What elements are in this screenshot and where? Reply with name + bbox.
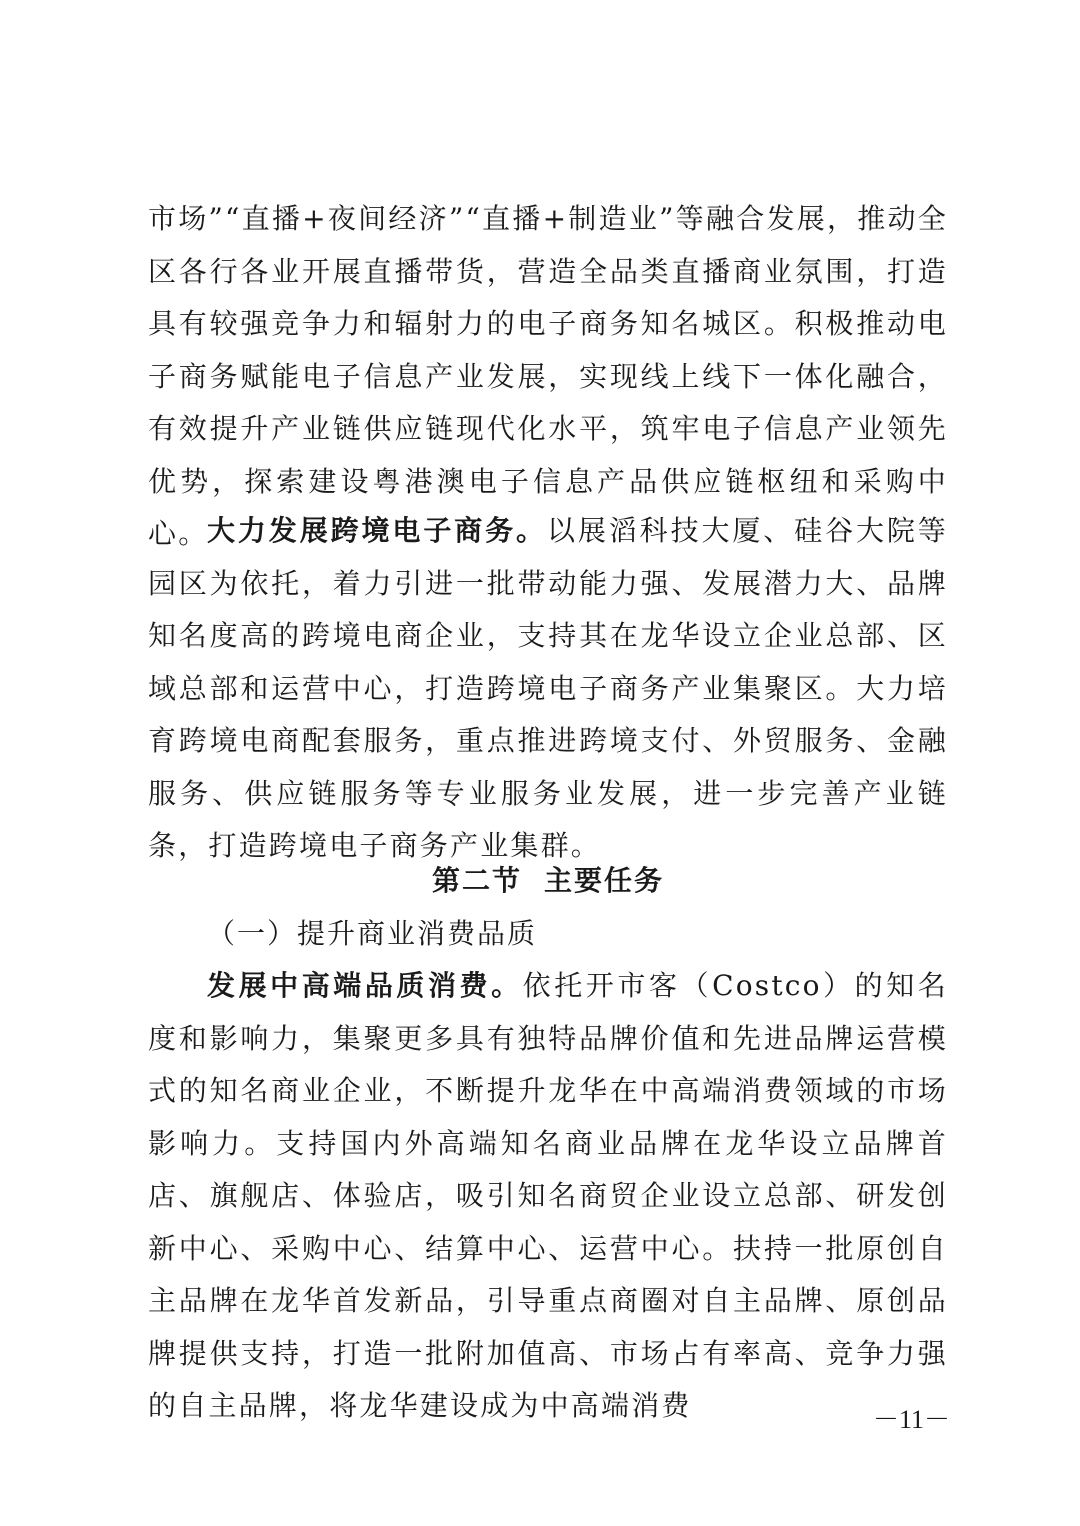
paragraph-cross-border-ecommerce	[148, 505, 948, 873]
section-heading	[148, 855, 948, 907]
paragraph-lead: 大力发展跨境电子商务。	[207, 514, 547, 547]
section-number: 第二节	[431, 864, 522, 897]
section-title: 主要任务	[544, 864, 665, 897]
subsection-heading: （一）提升商业消费品质	[207, 917, 538, 950]
paragraph-high-end-consumption	[148, 960, 948, 1433]
page-number: －11－	[872, 1405, 950, 1434]
paragraph-lead: 发展中高端品质消费。	[207, 969, 523, 1002]
paragraph-body: 市场”“直播+夜间经济”“直播+制造业”等融合发展，推动全区各行各业开展直播带货，营造全品类直播商业氛围，打造具有较强竞争力和辐射力的电子商务知名城区。积极推动电子商务赋能电子信息产业发展，实现线上线下一体化融合，有效提升产业链供应链现代化水平，筑牢电子信息产业领先优势，探索建设粤港澳电子信息产品供应链枢纽和采购中心。	[148, 202, 948, 550]
paragraph-body: 依托开市客（Costco）的知名度和影响力，集聚更多具有独特品牌价值和先进品牌运营模式的知名商业企业，不断提升龙华在中高端消费领域的市场影响力。支持国内外高端知名商业品牌在龙华设立品牌首店、旗舰店、体验店，吸引知名商贸企业设立总部、研发创新中心、采购中心、结算中心、运营中心。扶持一批原创自主品牌在龙华首发新品，引导重点商圈对自主品牌、原创品牌提供支持，打造一批附加值高、市场占有率高、竞争力强的自主品牌，将龙华建设成为中高端消费	[148, 969, 948, 1422]
paragraph-body: 以展滔科技大厦、硅谷大院等园区为依托，着力引进一批带动能力强、发展潜力大、品牌知名度高的跨境电商企业，支持其在龙华设立企业总部、区域总部和运营中心，打造跨境电子商务产业集聚区。大力培育跨境电商配套服务，重点推进跨境支付、外贸服务、金融服务、供应链服务等专业服务业发展，进一步完善产业链条，打造跨境电子商务产业集群。	[148, 514, 949, 862]
